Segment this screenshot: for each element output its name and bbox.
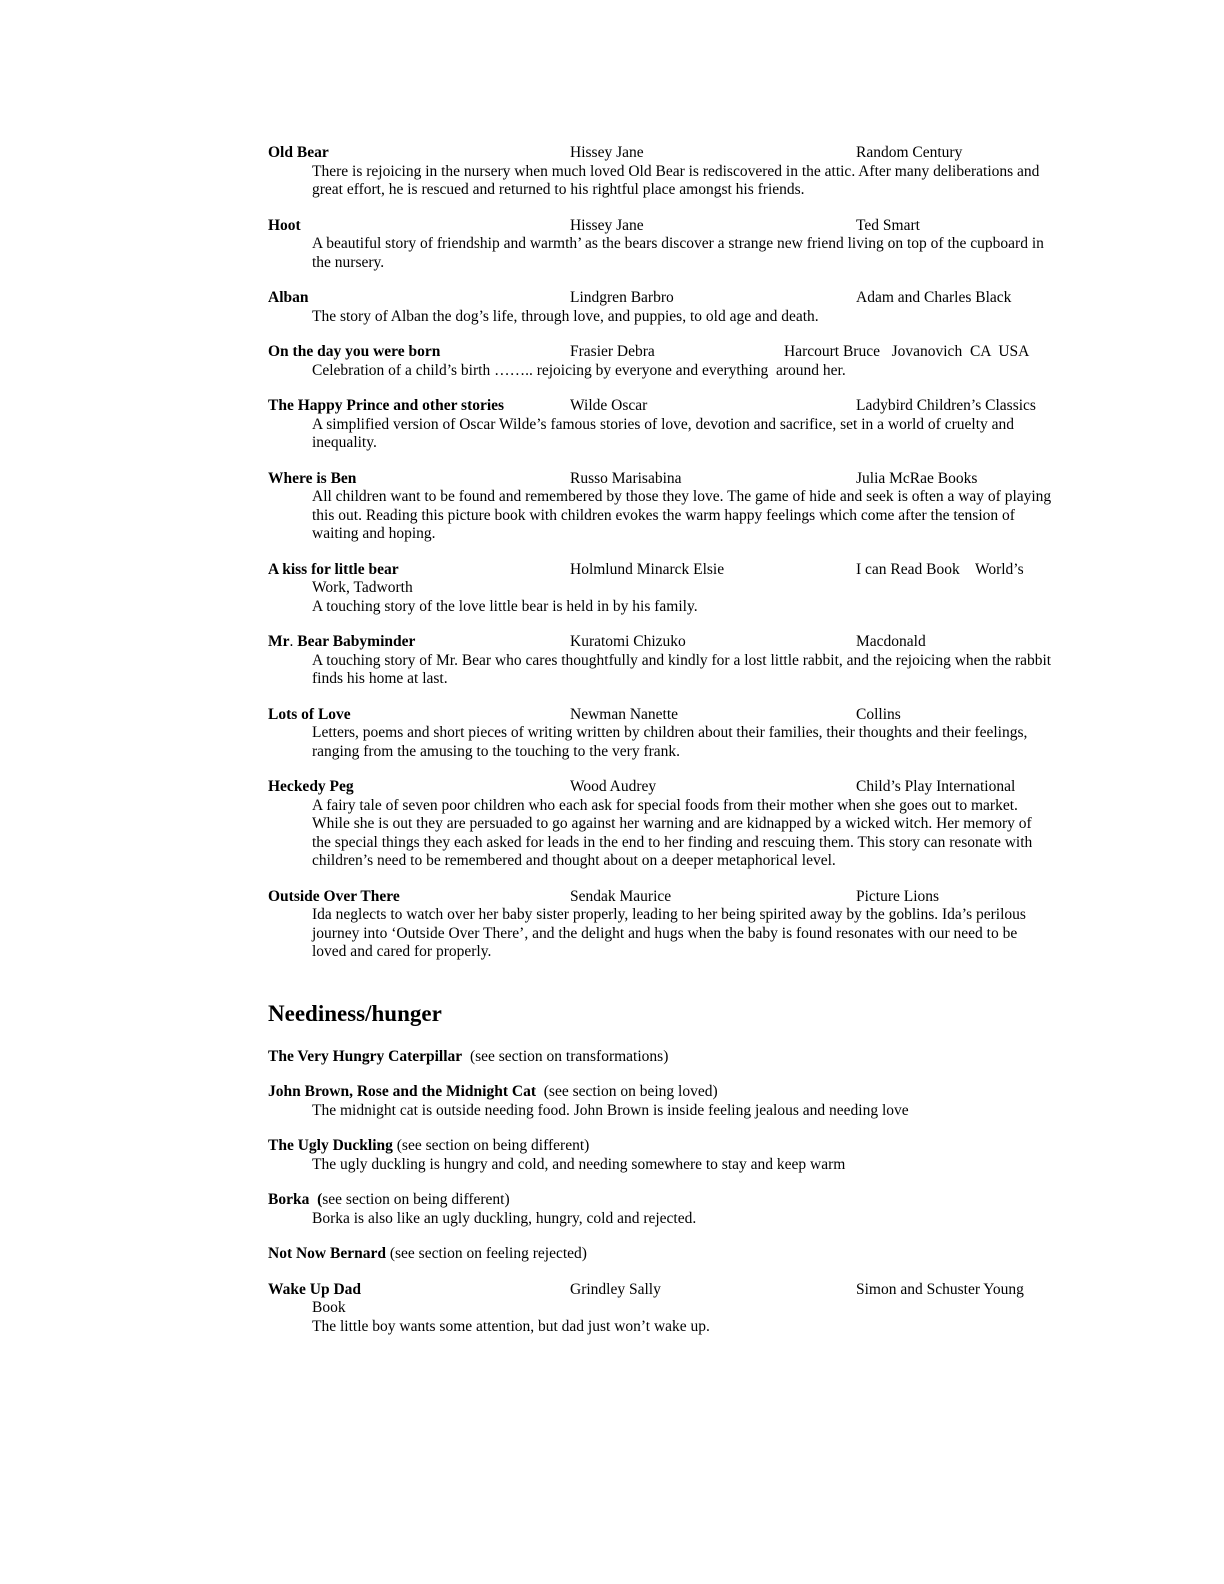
section-item: [268, 1191, 1068, 1228]
book-entry: [268, 397, 1068, 453]
section-item: [268, 1245, 1068, 1264]
book-description: Ida neglects to watch over her baby sister properly, leading to her being spirited away by the goblins. Ida’s perilous journey into ‘Outside Over There’, and the delight and hugs when the baby is found resonates with our need to be loved and cared for properly.: [312, 906, 1026, 960]
item-description: Borka is also like an ugly duckling, hungry, cold and rejected.: [312, 1209, 697, 1227]
item-note: (see section on being loved): [536, 1083, 718, 1100]
book-publisher: Simon and Schuster Young: [856, 1280, 1024, 1298]
book-publisher: Picture Lions: [856, 887, 940, 905]
book-entry: [268, 144, 1068, 200]
item-title: The Very Hungry Caterpillar: [268, 1047, 463, 1065]
book-title: Heckedy Peg: [268, 778, 354, 795]
book-entry: [268, 888, 1068, 962]
book-entry: [268, 778, 1068, 871]
book-publisher: I can Read Book World’s: [856, 560, 1024, 578]
book-description: A touching story of Mr. Bear who cares thoughtfully and kindly for a lost little rabbit, and the rejoicing when the rabbit finds his home at last.: [312, 651, 1052, 687]
book-description: A beautiful story of friendship and warmth’ as the bears discover a strange new friend living on top of the cupboard in the nursery.: [312, 235, 1044, 271]
book-description: A fairy tale of seven poor children who each ask for special foods from their mother when she goes out to market. While she is out they are persuaded to go against her warning and are kidnapped by a wicked witch. Her memory of the special things they each asked for leads in the end to her finding and rescuing them. This story can resonate with children’s need to be remembered and thought about on a deeper metaphorical level.: [312, 796, 1033, 869]
book-publisher: Harcourt Bruce Jovanovich CA USA: [784, 343, 1030, 360]
book-entry: [268, 706, 1068, 762]
book-title: Wake Up Dad: [268, 1280, 362, 1298]
book-entry: [268, 343, 1068, 380]
book-author: Wood Audrey: [570, 778, 657, 795]
item-note: (see section on feeling rejected): [385, 1245, 587, 1262]
book-publisher: Ted Smart: [856, 216, 920, 234]
book-author: Hissey Jane: [570, 216, 644, 234]
book-publisher: Random Century: [856, 144, 963, 161]
section-item: [268, 1083, 1068, 1120]
book-title: Outside Over There: [268, 887, 400, 905]
book-title: Hoot: [268, 216, 301, 234]
book-publisher: Adam and Charles Black: [856, 289, 1012, 306]
book-title: [268, 633, 415, 652]
book-entry: [268, 470, 1068, 544]
item-title: Borka (: [268, 1191, 323, 1208]
book-author: Wilde Oscar: [570, 397, 648, 414]
book-description: A simplified version of Oscar Wilde’s famous stories of love, devotion and sacrifice, set in a world of cruelty and inequality.: [312, 415, 1015, 451]
book-publisher: Macdonald: [856, 633, 926, 650]
book-title: Alban: [268, 289, 309, 306]
book-publisher-continued: Work, Tadworth: [312, 579, 413, 596]
book-description: Celebration of a child’s birth …….. rejoicing by everyone and everything around her.: [312, 361, 846, 379]
book-list-page: [268, 144, 1068, 1353]
book-description: A touching story of the love little bear is held in by his family.: [312, 597, 698, 615]
book-entry: [268, 217, 1068, 273]
section-item: [268, 1048, 1068, 1067]
book-title: Where is Ben: [268, 469, 357, 487]
section-heading: Neediness/hunger: [268, 1000, 442, 1026]
book-entry: [268, 289, 1068, 326]
book-title: The Happy Prince and other stories: [268, 397, 505, 414]
book-publisher: Child’s Play International: [856, 778, 1016, 795]
book-publisher: Ladybird Children’s Classics: [856, 397, 1036, 414]
book-title: A kiss for little bear: [268, 560, 399, 578]
section-item: [268, 1137, 1068, 1174]
book-entry: [268, 1281, 1068, 1337]
item-note: (see section on being different): [392, 1137, 590, 1154]
item-description: The midnight cat is outside needing food. John Brown is inside feeling jealous and needing love: [312, 1101, 909, 1119]
book-title: On the day you were born: [268, 343, 441, 360]
book-author: Hissey Jane: [570, 144, 644, 161]
book-entry: [268, 633, 1068, 689]
book-author: Grindley Sally: [570, 1280, 661, 1298]
book-description: The story of Alban the dog’s life, through love, and puppies, to old age and death.: [312, 307, 819, 325]
item-title: Not Now Bernard: [268, 1245, 386, 1262]
book-description: Letters, poems and short pieces of writing written by children about their families, their thoughts and their feelings, ranging from the amusing to the touching to the very frank.: [312, 724, 1028, 760]
book-author: Kuratomi Chizuko: [570, 633, 686, 650]
book-description: There is rejoicing in the nursery when much loved Old Bear is rediscovered in the attic. After many deliberations and great effort, he is rescued and returned to his rightful place amongst his friends.: [312, 162, 1040, 198]
book-author: Lindgren Barbro: [570, 289, 674, 306]
item-note: (see section on transformations): [462, 1047, 669, 1065]
book-title-part: Mr: [268, 633, 290, 650]
book-title: Old Bear: [268, 144, 329, 161]
book-author: Frasier Debra: [570, 343, 655, 360]
book-author: Newman Nanette: [570, 705, 679, 723]
book-title: Lots of Love: [268, 705, 351, 723]
book-title-part: Bear Babyminder: [297, 633, 416, 650]
item-description: The ugly duckling is hungry and cold, and needing somewhere to stay and keep warm: [312, 1155, 846, 1173]
item-title: The Ugly Duckling: [268, 1137, 393, 1154]
book-author: Holmlund Minarck Elsie: [570, 560, 725, 578]
item-note: see section on being different): [322, 1191, 510, 1208]
book-description: All children want to be found and remembered by those they love. The game of hide and seek is often a way of playing this out. Reading this picture book with children evokes the warm happy feelings which come after the tension of waiting and hoping.: [312, 488, 1052, 542]
item-title: John Brown, Rose and the Midnight Cat: [268, 1083, 536, 1100]
book-author: Russo Marisabina: [570, 469, 682, 487]
book-publisher: Julia McRae Books: [856, 469, 978, 487]
book-description: The little boy wants some attention, but dad just won’t wake up.: [312, 1317, 710, 1335]
book-title-period: .: [289, 633, 298, 650]
book-author: Sendak Maurice: [570, 887, 672, 905]
book-entry: [268, 561, 1068, 617]
book-publisher: Collins: [856, 705, 901, 723]
book-publisher-continued: Book: [312, 1299, 346, 1316]
